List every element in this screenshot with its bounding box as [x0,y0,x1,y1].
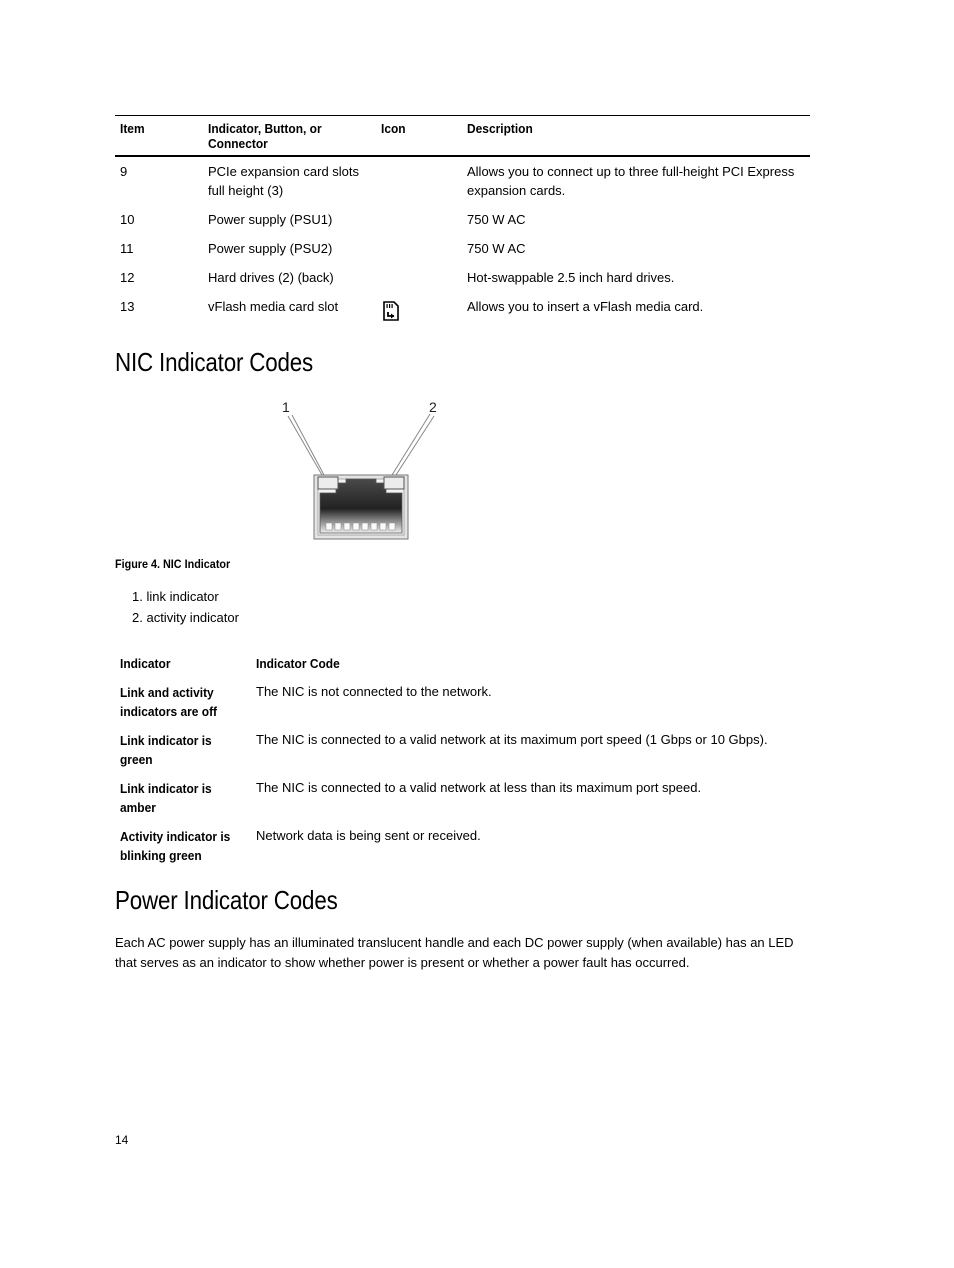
row-11-description: 750 W AC [467,241,526,256]
nic-header-code: Indicator Code [256,656,340,671]
nic-row-2-code: The NIC is connected to a valid network at its maximum port speed (1 Gbps or 10 Gbps). [256,732,768,747]
row-12-description: Hot-swappable 2.5 inch hard drives. [467,270,675,285]
legend-num-2: 2. [132,610,143,625]
header-icon: Icon [381,121,406,136]
row-13-description: Allows you to insert a vFlash media card. [467,299,704,314]
nic-row-2-indicator: Link indicator is green [120,733,212,767]
legend-text-1: link indicator [146,589,219,604]
row-11-item: 11 [120,241,134,256]
header-indicator: Indicator, Button, or Connector [208,121,322,151]
nic-row-3-indicator: Link indicator is amber [120,781,212,815]
row-9-item: 9 [120,164,128,179]
row-10-item: 10 [120,212,135,227]
nic-row-4-code: Network data is being sent or received. [256,828,481,843]
power-paragraph: Each AC power supply has an illuminated translucent handle and each DC power supply (when available) has an LED that serves as an indicator to show whether power is present or whether a power fault has occurred. [115,935,794,970]
row-10-indicator: Power supply (PSU1) [208,212,333,227]
row-11-indicator: Power supply (PSU2) [208,241,333,256]
sd-card-icon [382,301,400,324]
nic-row-3-code: The NIC is connected to a valid network at less than its maximum port speed. [256,780,702,795]
nic-header-indicator: Indicator [120,656,171,671]
nic-section-title: NIC Indicator Codes [115,347,314,377]
callout-1: 1 [282,399,290,415]
row-12-indicator: Hard drives (2) (back) [208,270,334,285]
nic-figure [270,395,450,545]
nic-row-1-indicator: Link and activity indicators are off [120,685,218,719]
header-item: Item [120,121,145,136]
row-12-item: 12 [120,270,135,285]
row-10-description: 750 W AC [467,212,526,227]
row-13-indicator: vFlash media card slot [208,299,339,314]
legend-num-1: 1. [132,589,143,604]
nic-row-4-indicator: Activity indicator is blinking green [120,829,231,863]
row-13-item: 13 [120,299,135,314]
power-section-title: Power Indicator Codes [115,885,338,915]
table-header-rule [115,155,810,157]
nic-row-1-code: The NIC is not connected to the network. [256,684,492,699]
legend-item-1 [132,588,219,606]
legend-text-2: activity indicator [146,610,239,625]
row-9-description: Allows you to connect up to three full-height PCI Express expansion cards. [467,164,795,198]
page-number: 14 [115,1133,129,1147]
table-top-rule [115,115,810,116]
row-9-indicator: PCIe expansion card slots full height (3) [208,164,360,198]
legend-item-2 [132,609,239,627]
figure-caption: Figure 4. NIC Indicator [115,557,231,571]
callout-2: 2 [429,399,437,415]
header-description: Description [467,121,533,136]
